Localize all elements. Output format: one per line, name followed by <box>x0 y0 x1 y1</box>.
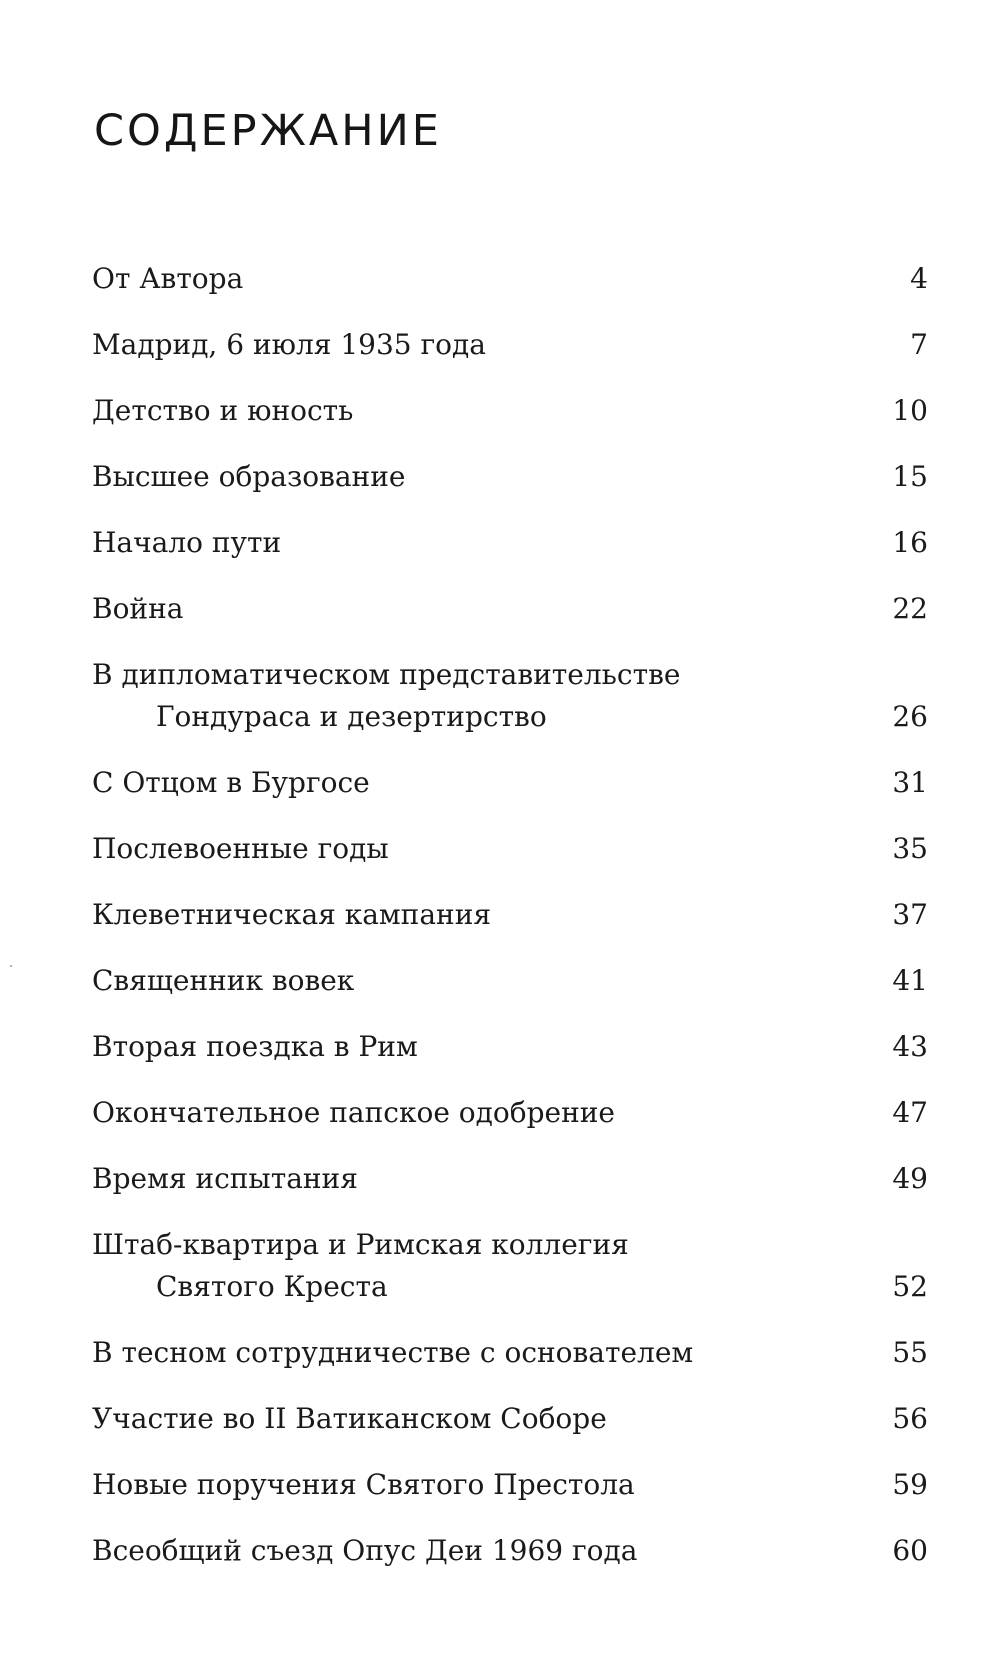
toc-entry-title: От Автора <box>92 262 244 295</box>
toc-entry-title: Война <box>92 592 184 625</box>
toc-page-number: 37 <box>892 898 928 931</box>
toc-entry <box>92 1092 928 1134</box>
toc-page-number: 22 <box>892 592 928 625</box>
toc-entry-title: Священник вовек <box>92 964 355 997</box>
toc-page-number: 56 <box>892 1402 928 1435</box>
toc-entry <box>92 960 928 1002</box>
toc-entry <box>92 1158 928 1200</box>
toc-entry <box>92 258 928 300</box>
toc-entry-title: Участие во II Ватиканском Соборе <box>92 1402 607 1435</box>
toc-entry-title: Послевоенные годы <box>92 832 389 865</box>
toc-entry <box>92 588 928 630</box>
toc-entry <box>92 654 928 738</box>
toc-entry <box>92 1530 928 1572</box>
toc-page-number: 41 <box>892 964 928 997</box>
toc-entry-title: Детство и юность <box>92 394 354 427</box>
toc-entry-title: В тесном сотрудничестве с основателем <box>92 1336 694 1369</box>
toc-entry-title: Время испытания <box>92 1162 358 1195</box>
toc-entry-title: Новые поручения Святого Престола <box>92 1468 635 1501</box>
page-title: СОДЕРЖАНИЕ <box>94 106 442 156</box>
toc-entry-title: В дипломатическом представительстве Гондураса и дезертирство <box>92 658 681 733</box>
toc-entry-title: С Отцом в Бургосе <box>92 766 370 799</box>
toc-entry <box>92 1026 928 1068</box>
toc-entry <box>92 522 928 564</box>
toc-entry-title: Вторая поездка в Рим <box>92 1030 418 1063</box>
toc-page-number: 4 <box>910 262 928 295</box>
toc-entry <box>92 1464 928 1506</box>
toc-page-number: 31 <box>892 766 928 799</box>
toc-page-number: 35 <box>892 832 928 865</box>
toc-entry-title: Штаб-квартира и Римская коллегия Святого Креста <box>92 1228 629 1303</box>
toc-page-number: 7 <box>910 328 928 361</box>
toc-entry-title: Высшее образование <box>92 460 406 493</box>
toc-entry <box>92 1398 928 1440</box>
toc-entry-title: Окончательное папское одобрение <box>92 1096 615 1129</box>
toc-entry <box>92 324 928 366</box>
toc-entry <box>92 1224 928 1308</box>
toc-page-number: 60 <box>892 1534 928 1567</box>
toc-page-number: 59 <box>892 1468 928 1501</box>
toc-entry-title: Клеветническая кампания <box>92 898 492 931</box>
toc-page-number: 49 <box>892 1162 928 1195</box>
toc-entry <box>92 456 928 498</box>
toc-entry <box>92 828 928 870</box>
toc-entry-title: Мадрид, 6 июля 1935 года <box>92 328 486 361</box>
toc-entry <box>92 390 928 432</box>
toc-page-number: 10 <box>892 394 928 427</box>
toc-entry <box>92 894 928 936</box>
toc-entry-title: Всеобщий съезд Опус Деи 1969 года <box>92 1534 638 1567</box>
toc-entry <box>92 762 928 804</box>
toc-entry <box>92 1332 928 1374</box>
toc-page-number: 26 <box>892 700 928 733</box>
table-of-contents <box>92 258 928 1596</box>
toc-page-number: 55 <box>892 1336 928 1369</box>
toc-entry-title: Начало пути <box>92 526 282 559</box>
toc-page-number: 47 <box>892 1096 928 1129</box>
scan-speck <box>10 965 12 967</box>
toc-page-number: 16 <box>892 526 928 559</box>
toc-page-number: 52 <box>892 1270 928 1303</box>
toc-page-number: 15 <box>892 460 928 493</box>
toc-page-number: 43 <box>892 1030 928 1063</box>
